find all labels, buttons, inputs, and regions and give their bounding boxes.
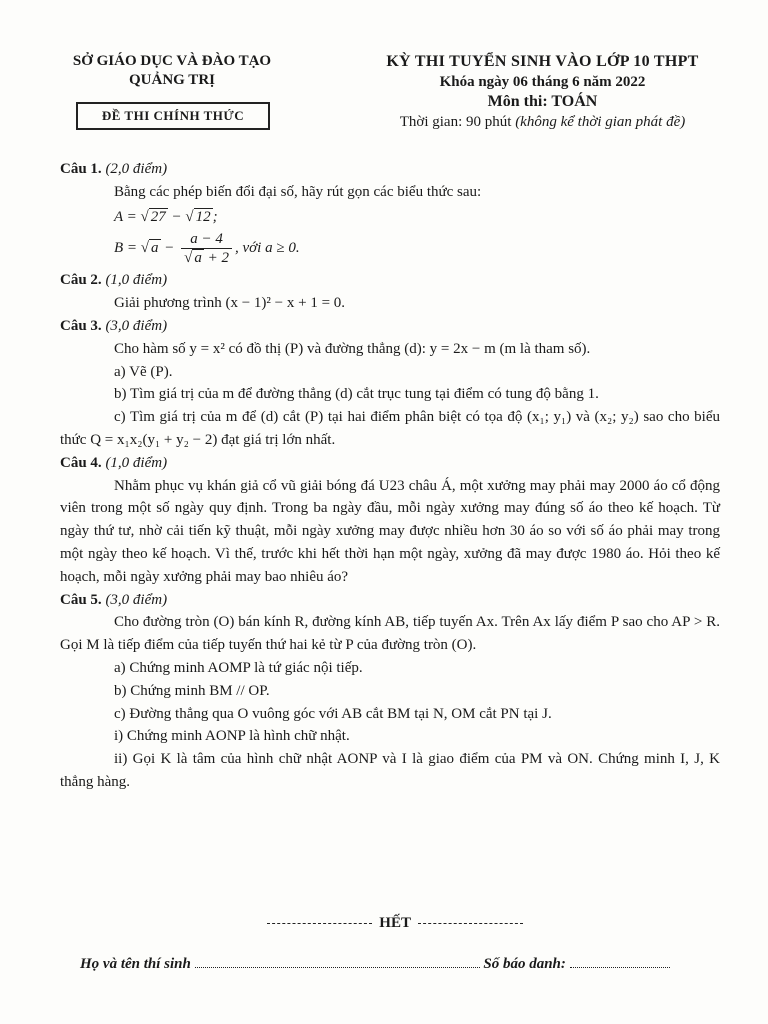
candidate-id-field[interactable]	[570, 967, 670, 968]
question-3-part-b: b) Tìm giá trị của m để đường thẳng (d) cắt trục tung tại điểm có tung độ bằng 1.	[114, 386, 599, 403]
time-note: (không kể thời gian phát đề)	[515, 114, 686, 130]
question-2-title	[60, 269, 720, 292]
question-5-part-c: c) Đường thẳng qua O vuông góc với AB cắt BM tại N, OM cắt PN tại J.	[114, 705, 552, 722]
exam-title: KỲ THI TUYỂN SINH VÀO LỚP 10 THPT	[386, 53, 699, 70]
formula-a-lhs: A =	[114, 208, 141, 225]
exam-content	[60, 158, 720, 794]
fraction-denominator: √ a + 2	[184, 250, 230, 267]
header-left	[52, 52, 292, 90]
formula-a: A = √ 27 − √ 12 ;	[114, 208, 218, 225]
sqrt-a: a	[151, 240, 159, 257]
question-5-title	[60, 589, 720, 612]
formula-a-end: ;	[212, 208, 218, 225]
fraction	[181, 230, 232, 267]
question-label: Câu 5.	[60, 591, 102, 608]
question-label: Câu 1.	[60, 161, 102, 177]
formula-b-lhs: B =	[114, 240, 141, 257]
question-5-part-c-i: i) Chứng minh AONP là hình chữ nhật.	[114, 728, 350, 745]
end-marker	[255, 915, 535, 932]
formula-b-minus: −	[160, 240, 179, 257]
exam-subject: Môn thi: TOÁN	[487, 93, 598, 110]
official-exam-box: ĐỀ THI CHÍNH THỨC	[76, 102, 270, 130]
sqrt-a-den: a	[194, 250, 202, 267]
fraction-numerator: a − 4	[181, 230, 232, 249]
formula-a-minus: −	[167, 208, 186, 225]
question-3-part-a: a) Vẽ (P).	[114, 363, 173, 380]
question-1-title	[60, 158, 720, 181]
divider	[418, 923, 523, 924]
question-label: Câu 4.	[60, 454, 102, 471]
department-name: SỞ GIÁO DỤC VÀ ĐÀO TẠO	[72, 53, 272, 69]
divider	[267, 923, 372, 924]
candidate-name-label: Họ và tên thí sinh	[80, 956, 191, 972]
exam-time	[355, 112, 730, 132]
den-tail: + 2	[203, 250, 230, 267]
question-3-title	[60, 315, 720, 338]
question-points: (1,0 điểm)	[105, 272, 168, 289]
question-4-title	[60, 452, 720, 475]
question-5-part-c-ii: ii) Gọi K là tâm của hình chữ nhật AONP và I là giao điểm của PM và ON. Chứng minh I, J, K thẳng hàng.	[60, 751, 720, 790]
question-3-part-c: c) Tìm giá trị của m để (d) cắt (P) tại hai điểm phân biệt có tọa độ (x₁; y₁) và (x₂; y₂) sao cho biểu thức Q = x₁x₂(y₁ + y₂ − 2) đạt giá trị lớn nhất.	[60, 409, 720, 448]
end-text: HẾT	[379, 915, 411, 931]
candidate-name-field[interactable]	[195, 967, 480, 968]
question-5-part-a: a) Chứng minh AOMP là tứ giác nội tiếp.	[114, 659, 363, 676]
question-points: (2,0 điểm)	[105, 161, 168, 177]
question-5-intro: Cho đường tròn (O) bán kính R, đường kính AB, tiếp tuyến Ax. Trên Ax lấy điểm P sao cho AP > R. Gọi M là tiếp điểm của tiếp tuyến thứ hai kẻ từ P của đường tròn (O).	[60, 614, 720, 654]
question-5-part-b: b) Chứng minh BM // OP.	[114, 682, 270, 699]
question-points: (1,0 điểm)	[105, 454, 168, 471]
header-right	[355, 52, 730, 132]
formula-b-condition: , với a ≥ 0.	[235, 240, 300, 257]
province-name: QUẢNG TRỊ	[129, 72, 215, 88]
candidate-info	[80, 956, 700, 973]
exam-date: Khóa ngày 06 tháng 6 năm 2022	[439, 74, 646, 90]
sqrt-12: 12	[195, 208, 211, 225]
sqrt-27: 27	[150, 208, 166, 225]
question-3-intro: Cho hàm số y = x² có đồ thị (P) và đường thẳng (d): y = 2x − m (m là tham số).	[114, 340, 591, 357]
question-1-intro: Bằng các phép biến đổi đại số, hãy rút gọn các biểu thức sau:	[114, 183, 482, 200]
candidate-id-label: Số báo danh:	[483, 956, 566, 972]
question-4-text: Nhằm phục vụ khán giả cổ vũ giải bóng đá U23 châu Á, một xưởng may phải may 2000 áo cổ động viên trong một số ngày quy định. Trong ba ngày đầu, mỗi ngày xưởng may đúng số áo theo kế hoạch. Từ ngày thứ tư, nhờ cải tiến kỹ thuật, mỗi ngày xưởng may được nhiều hơn 30 áo so với số áo phải may trong một ngày theo kế hoạch. Vì thế, trước khi hết thời hạn một ngày, xưởng đã may được 1980 áo. Hỏi theo kế hoạch, mỗi ngày xưởng phải may bao nhiêu áo?	[60, 477, 720, 585]
time-label: Thời gian: 90 phút	[399, 114, 512, 130]
question-points: (3,0 điểm)	[105, 591, 168, 608]
question-label: Câu 2.	[60, 272, 102, 289]
formula-b: B = √ a − $\frac{a - 4}{√ a + 2}$ , với a ≥ 0.	[114, 231, 300, 267]
question-points: (3,0 điểm)	[105, 317, 168, 334]
question-label: Câu 3.	[60, 317, 102, 334]
question-2-text: Giải phương trình (x − 1)² − x + 1 = 0.	[114, 295, 346, 312]
